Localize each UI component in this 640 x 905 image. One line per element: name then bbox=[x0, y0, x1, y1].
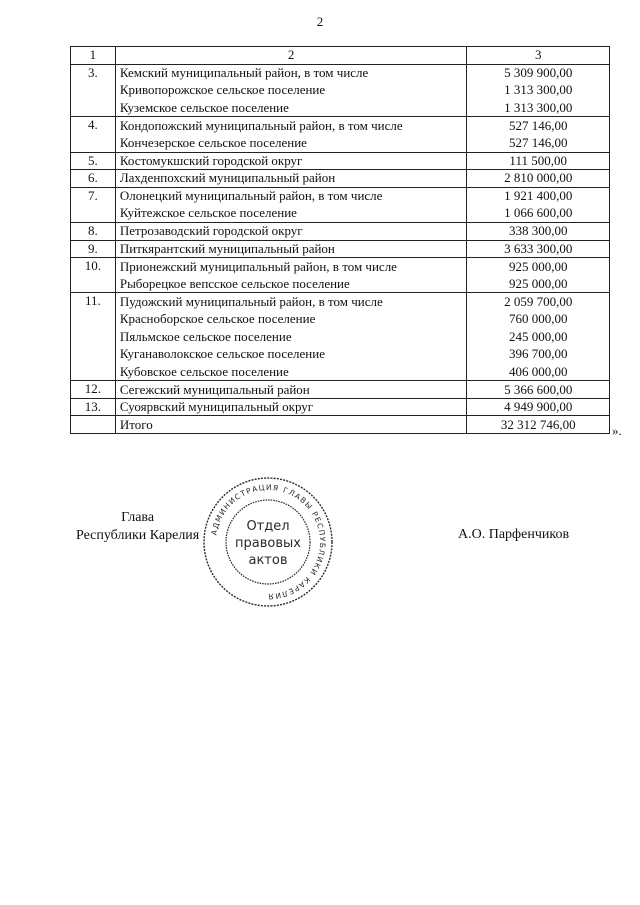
signatory-title-line1: Глава bbox=[121, 510, 155, 525]
row-number-cell bbox=[71, 82, 116, 100]
row-amount-cell: 3 633 300,00 bbox=[467, 240, 610, 258]
table-header-row bbox=[71, 47, 610, 65]
row-name-cell: Петрозаводский городской округ bbox=[115, 222, 467, 240]
table-row bbox=[71, 205, 610, 223]
row-amount-cell: 1 921 400,00 bbox=[467, 187, 610, 205]
row-name-cell: Кончезерское сельское поселение bbox=[115, 134, 467, 152]
row-amount-cell: 338 300,00 bbox=[467, 222, 610, 240]
table-row bbox=[71, 64, 610, 82]
row-amount-cell: 5 366 600,00 bbox=[467, 381, 610, 399]
row-amount-cell: 925 000,00 bbox=[467, 258, 610, 276]
table-row bbox=[71, 170, 610, 188]
row-name-cell: Кондопожский муниципальный район, в том числе bbox=[115, 117, 467, 135]
row-name-cell: Сегежский муниципальный район bbox=[115, 381, 467, 399]
table-row bbox=[71, 293, 610, 311]
table-row bbox=[71, 328, 610, 346]
row-name-cell: Костомукшский городской округ bbox=[115, 152, 467, 170]
row-amount-cell: 925 000,00 bbox=[467, 275, 610, 293]
stamp-center-line1: Отдел bbox=[246, 519, 290, 534]
row-amount-cell: 527 146,00 bbox=[467, 134, 610, 152]
table-row bbox=[71, 117, 610, 135]
row-number-cell bbox=[71, 328, 116, 346]
table-row bbox=[71, 346, 610, 364]
table-row bbox=[71, 381, 610, 399]
table-row bbox=[71, 82, 610, 100]
row-amount-cell: 396 700,00 bbox=[467, 346, 610, 364]
table-row bbox=[71, 275, 610, 293]
table-row bbox=[71, 134, 610, 152]
budget-table bbox=[70, 46, 610, 434]
row-number-cell bbox=[71, 134, 116, 152]
table-row bbox=[71, 99, 610, 117]
row-number-cell: 7. bbox=[71, 187, 116, 205]
row-number-cell: 4. bbox=[71, 117, 116, 135]
row-name-cell: Кубовское сельское поселение bbox=[115, 363, 467, 381]
stamp-ring-text: АДМИНИСТРАЦИЯ ГЛАВЫ РЕСПУБЛИКИ КАРЕЛИЯ bbox=[209, 482, 328, 602]
row-name-cell: Куганаволокское сельское поселение bbox=[115, 346, 467, 364]
row-name-cell: Кривопорожское сельское поселение bbox=[115, 82, 467, 100]
closing-quote: ». bbox=[612, 423, 622, 438]
row-number-cell bbox=[71, 275, 116, 293]
row-name-cell: Суоярвский муниципальный округ bbox=[115, 398, 467, 416]
row-amount-cell: 1 313 300,00 bbox=[467, 82, 610, 100]
row-name-cell: Питкярантский муниципальный район bbox=[115, 240, 467, 258]
row-name-cell: Лахденпохский муниципальный район bbox=[115, 170, 467, 188]
row-amount-cell: 111 500,00 bbox=[467, 152, 610, 170]
row-number-cell: 5. bbox=[71, 152, 116, 170]
row-number-cell: 8. bbox=[71, 222, 116, 240]
stamp-center-line3: актов bbox=[248, 553, 288, 568]
table-row bbox=[71, 187, 610, 205]
row-number-cell: 10. bbox=[71, 258, 116, 276]
row-amount-cell: 2 810 000,00 bbox=[467, 170, 610, 188]
row-name-cell: Олонецкий муниципальный район, в том числе bbox=[115, 187, 467, 205]
row-amount-cell: 1 066 600,00 bbox=[467, 205, 610, 223]
row-number-cell bbox=[71, 346, 116, 364]
row-number-cell bbox=[71, 205, 116, 223]
table-row bbox=[71, 222, 610, 240]
table-row bbox=[71, 416, 610, 434]
table-row bbox=[71, 363, 610, 381]
table-row bbox=[71, 240, 610, 258]
row-name-cell: Красноборское сельское поселение bbox=[115, 310, 467, 328]
row-name-cell: Кемский муниципальный район, в том числе bbox=[115, 64, 467, 82]
row-number-cell: 12. bbox=[71, 381, 116, 399]
row-amount-cell: 2 059 700,00 bbox=[467, 293, 610, 311]
header-cell-1: 1 bbox=[71, 47, 116, 65]
row-number-cell bbox=[71, 310, 116, 328]
row-name-cell: Куйтежское сельское поселение bbox=[115, 205, 467, 223]
row-amount-cell: 5 309 900,00 bbox=[467, 64, 610, 82]
table-row bbox=[71, 398, 610, 416]
table-row bbox=[71, 310, 610, 328]
header-cell-3: 3 bbox=[467, 47, 610, 65]
signatory-title-line2: Республики Карелия bbox=[76, 528, 200, 543]
row-number-cell: 3. bbox=[71, 64, 116, 82]
row-amount-cell: 760 000,00 bbox=[467, 310, 610, 328]
table-row bbox=[71, 258, 610, 276]
row-amount-cell: 406 000,00 bbox=[467, 363, 610, 381]
row-name-cell: Пяльмское сельское поселение bbox=[115, 328, 467, 346]
table-row bbox=[71, 152, 610, 170]
row-amount-cell: 32 312 746,00 bbox=[467, 416, 610, 434]
signatory-title bbox=[76, 509, 199, 545]
row-number-cell: 11. bbox=[71, 293, 116, 311]
row-amount-cell: 1 313 300,00 bbox=[467, 99, 610, 117]
row-number-cell: 13. bbox=[71, 398, 116, 416]
stamp-center-line2: правовых bbox=[235, 536, 301, 551]
header-cell-2: 2 bbox=[115, 47, 467, 65]
row-number-cell bbox=[71, 99, 116, 117]
row-number-cell: 6. bbox=[71, 170, 116, 188]
row-number-cell: 9. bbox=[71, 240, 116, 258]
row-name-cell: Рыборецкое вепсское сельское поселение bbox=[115, 275, 467, 293]
row-name-cell: Пудожский муниципальный район, в том числе bbox=[115, 293, 467, 311]
row-number-cell bbox=[71, 416, 116, 434]
row-name-cell: Итого bbox=[115, 416, 467, 434]
row-number-cell bbox=[71, 363, 116, 381]
row-amount-cell: 4 949 900,00 bbox=[467, 398, 610, 416]
signatory-name: А.О. Парфенчиков bbox=[458, 527, 570, 542]
row-name-cell: Прионежский муниципальный район, в том числе bbox=[115, 258, 467, 276]
row-name-cell: Куземское сельское поселение bbox=[115, 99, 467, 117]
official-stamp bbox=[200, 474, 336, 610]
row-amount-cell: 527 146,00 bbox=[467, 117, 610, 135]
row-amount-cell: 245 000,00 bbox=[467, 328, 610, 346]
page-number: 2 bbox=[316, 14, 324, 29]
